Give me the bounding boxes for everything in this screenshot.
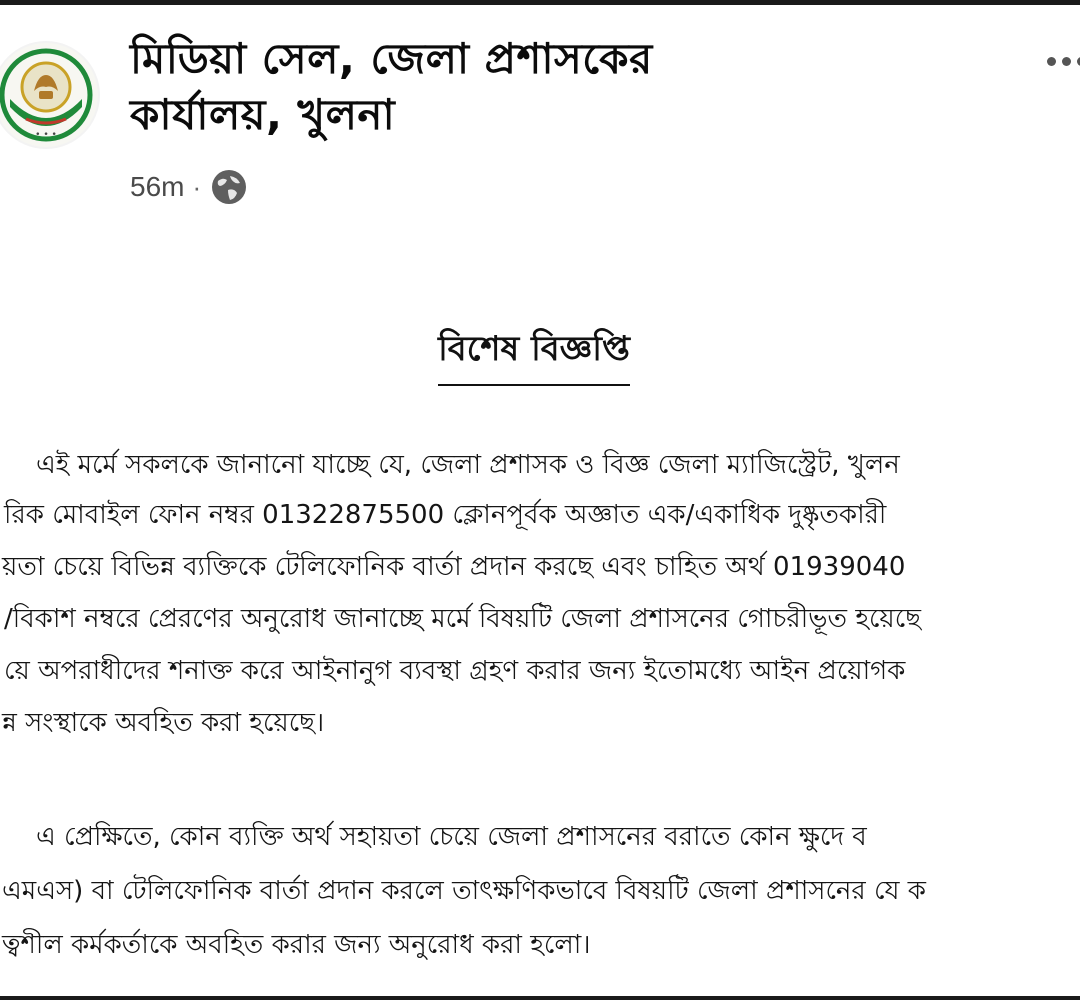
paragraph-1-line: রিক মোবাইল ফোন নম্বর 01322875500 ক্লোনপূর্বক অজ্ঞাত এক/একাধিক দুষ্কৃতকারী [4,500,887,530]
notice-title: বিশেষ বিজ্ঞপ্তি [0,323,1080,386]
svg-text:• • •: • • • [35,130,57,140]
page-avatar[interactable] [0,41,100,149]
paragraph-2-line: ত্বশীল কর্মকর্তাকে অবহিত করার জন্য অনুরোধ করা হলো। [2,930,591,960]
page-name-line-1: মিডিয়া সেল, জেলা প্রশাসকের [130,34,653,83]
paragraph-2-line: এ প্রেক্ষিতে, কোন ব্যক্তি অর্থ সহায়তা চেয়ে জেলা প্রশাসনের বরাতে কোন ক্ষুদে ব [36,822,867,852]
paragraph-1-line: য়ে অপরাধীদের শনাক্ত করে আইনানুগ ব্যবস্থা গ্রহণ করার জন্য ইতোমধ্যে আইন প্রয়োগক [4,656,906,686]
page-name-line-2: কার্যালয়, খুলনা [130,90,396,139]
paragraph-2-line: এমএস) বা টেলিফোনিক বার্তা প্রদান করলে তাৎক্ষণিকভাবে বিষয়টি জেলা প্রশাসনের যে ক [2,876,926,906]
paragraph-1-line: ন্ন সংস্থাকে অবহিত করা হয়েছে। [2,708,325,738]
page-name[interactable] [130,31,990,143]
meta-separator: · [192,171,202,202]
paragraph-1-line: /বিকাশ নম্বরে প্রেরণের অনুরোধ জানাচ্ছে মর্মে বিষয়টি জেলা প্রশাসনের গোচরীভূত হয়েছে [4,604,921,634]
post-time[interactable]: 56m [130,171,185,202]
globe-icon[interactable] [209,167,249,207]
district-admin-logo-icon [0,41,100,149]
more-dots-icon [1062,57,1071,66]
post-meta [130,165,249,209]
more-options-button[interactable] [1047,57,1080,66]
more-dots-icon [1047,57,1056,66]
paragraph-1-line: য়তা চেয়ে বিভিন্ন ব্যক্তিকে টেলিফোনিক বার্তা প্রদান করছে এবং চাহিত অর্থ 01939040 [2,552,906,582]
paragraph-1-line: এই মর্মে সকলকে জানানো যাচ্ছে যে, জেলা প্রশাসক ও বিজ্ঞ জেলা ম্যাজিস্ট্রেট, খুলন [36,450,900,480]
